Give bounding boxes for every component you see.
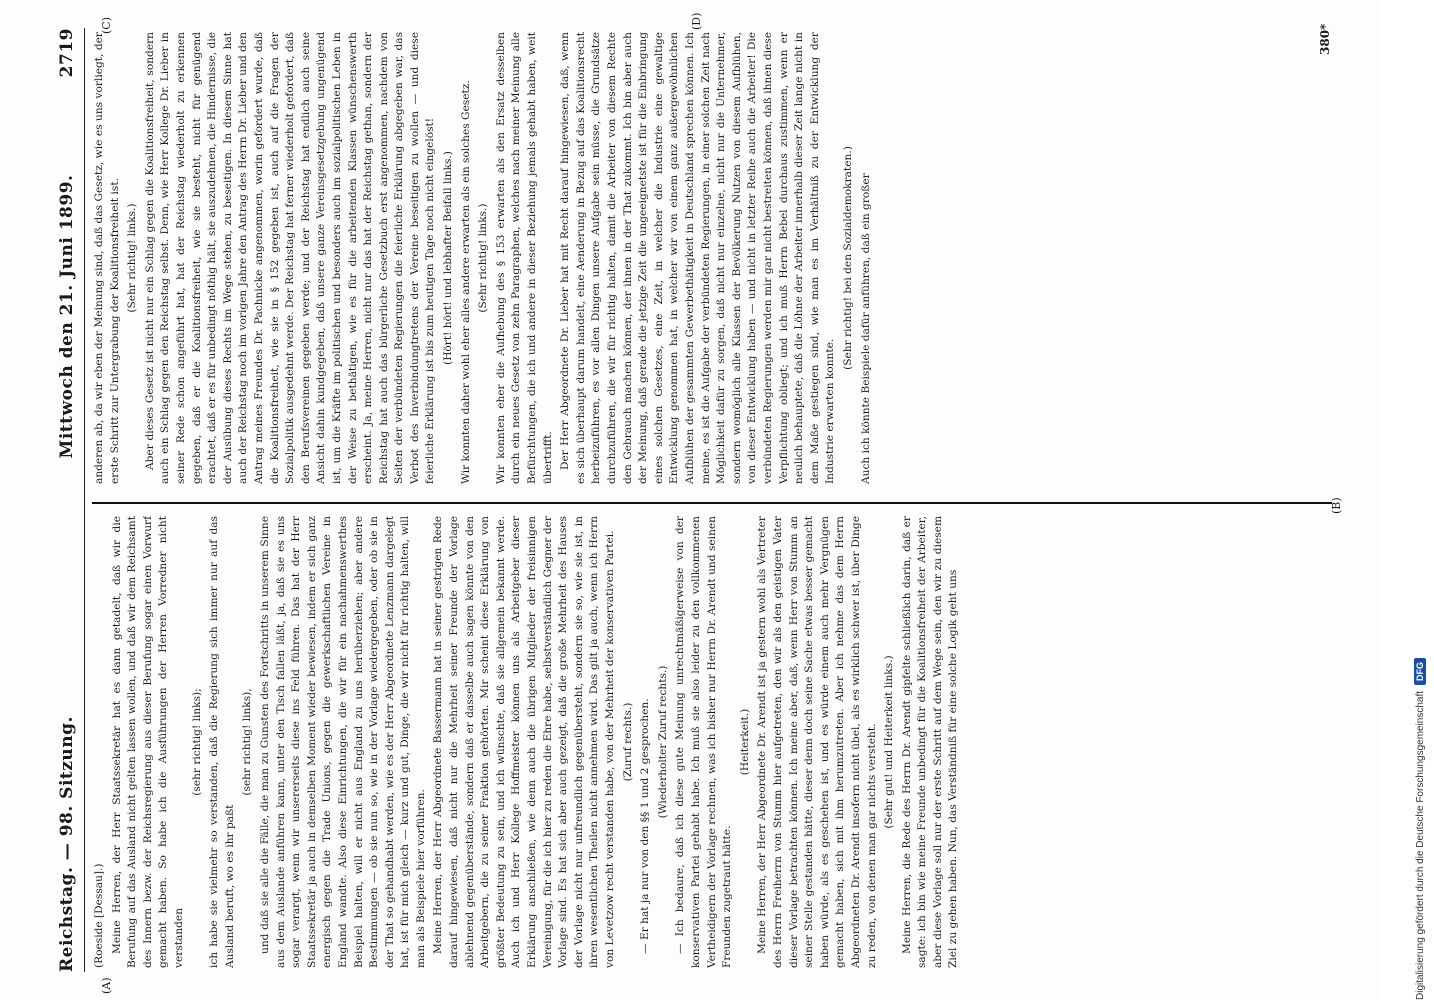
digitization-note: Digitalisierung gefördert durch die Deutsche Forschungsgemeinschaft: [1414, 690, 1426, 1000]
header-date: Mittwoch den 21. Juni 1899.: [57, 174, 77, 459]
paragraph: (Sehr richtig! bei den Sozialdemokraten.): [841, 146, 854, 370]
paragraph: (Heiterkeit.): [738, 708, 751, 776]
page-header: [50, 28, 85, 972]
paragraph: Meine Herren, die Rede des Herrn Dr. Arendt gipfelte schließlich darin, daß er sagte: ich bin wie meine Freunde unbedingt für die Koalitionsfreiheit der Arbeiter, aber diese Vorlage soll nur der erste Schritt auf dem Wege sein, den wir zu diesem Ziel zu gehen haben. Nun, das Verständniß für eine solche Logik geht uns: [900, 516, 960, 968]
margin-letter-c: (C): [100, 17, 113, 34]
paragraph: ich habe sie vielmehr so verstanden, daß die Regierung sich immer nur auf das Ausland beruft, wo es ihr paßt: [208, 516, 236, 968]
left-column: [92, 516, 1322, 968]
paragraph: (Zuruf rechts.): [621, 702, 634, 782]
paragraph: Wir konnten eher die Aufhebung des § 153 erwarten als den Ersatz desselben durch ein neues Gesetz von zehn Paragraphen, welches nach meiner Meinung alle Befürchtungen, die ich und andere in dieser Beziehung jemals gehabt haben, weit übertrifft.: [494, 32, 554, 484]
paragraph: (sehr richtig! links);: [190, 688, 203, 796]
right-column: [92, 32, 1322, 484]
paragraph: Wir konnten daher wohl eher alles andere erwarten als ein solches Gesetz.: [459, 80, 472, 484]
margin-letter-d: (D): [690, 12, 703, 30]
page-number: 2719: [57, 28, 77, 78]
digitization-strip: [1406, 0, 1434, 1000]
paragraph: Meine Herren, der Herr Staatssekretär hat es dann getadelt, daß wir die Berufung auf das Ausland nicht gelten lassen wollen, und daß wir dem Reichsamt des Innern bezw. der Reichsregierung aus dieser Berufung sogar einen Vorwurf gemacht haben. So habe ich die Ausführungen der Herren Vorredner nicht verstanden: [110, 516, 185, 968]
column-divider: [92, 502, 1332, 504]
paragraph: (Wiederholter Zuruf rechts.): [656, 665, 669, 819]
paragraph: (Sehr gut! und Heiterkeit links.): [883, 655, 896, 829]
paragraph: Meine Herren, der Herr Abgeordnete Bassermann hat in seiner gestrigen Rede darauf hingewiesen, daß nicht nur die Mehrheit seiner Freunde der Vorlage ablehnend gegenüberstände, sondern daß er dasselbe auch sagen könnte von den Arbeitgebern, die zu seiner Fraktion gehörten. Mir scheint diese Erklärung von größter Bedeutung zu sein, und ich wünschte, daß sie allgemein bekannt werde. Auch ich und Herr Kollege Hoffmeister können uns als Arbeitgeber dieser Erklärung anschließen, wie denn auch die übrigen Mitglieder der freisinnigen Vereinigung, für die ich hier zu reden die Ehre habe, selbstverständlich Gegner der Vorlage sind. Es hat sich aber auch gezeigt, daß die große Mehrheit des Hauses der Vorlage nicht nur unfreundlich gegenübersteht, sondern sie so, wie sie ist, in ihren wesentlichen Theilen nicht annehmen wird. Das gilt ja auch, wenn ich Herrn von Levetzow recht verstanden habe, von der Mehrheit der konservativen Partei.: [432, 516, 616, 968]
paragraph: Auch ich könnte Beispiele dafür anführen, daß ein großer: [859, 173, 872, 484]
paragraph: Der Herr Abgeordnete Dr. Lieber hat mit Recht darauf hingewiesen, daß, wenn es sich überhaupt darum handelt, eine Aenderung in Bezug auf das Koalitionsrecht herbeizuführen, es vor allen Dingen unsere Aufgabe sein müsse, die Grundsätze durchzuführen, die wir für richtig halten, damit die Arbeiter von diesem Rechte den Gebrauch machen können, der ihnen in der That zukommt. Ich bin aber auch der Meinung, daß gerade die jetzige Zeit die ungeeignetste ist für die Einbringung eines solchen Gesetzes, eine Zeit, in welcher die Industrie eine gewaltige Entwicklung genommen hat, in welcher wir von einem ganz außergewöhnlichen Aufblühen der gesammten Gewerbethätigkeit in Deutschland sprechen können. Ich meine, es ist die Aufgabe der verbündeten Regierungen, in einer solchen Zeit nach Möglichkeit dafür zu sorgen, daß nicht nur einzelne, nicht nur die Unternehmer, sondern womöglich alle Klassen der Bevölkerung Nutzen von diesem Aufblühen, von dieser Entwicklung haben — und nicht in letzter Reihe auch die Arbeiter! Die verbündeten Regierungen werden mir gar nicht bestreiten können, daß ihnen diese Verpflichtung obliegt; und ich muß Herrn Bebel durchaus zustimmen, wenn er neulich behauptete, daß die Löhne der Arbeiter innerhalb dieser Zeit lange nicht in dem Maße gestiegen sind, wie man es im Verhältniß zu der Entwicklung der Industrie erwarten konnte.: [559, 32, 837, 484]
signature-number: 380*: [1318, 23, 1332, 55]
margin-letter-b: (B): [1330, 497, 1343, 514]
paragraph: (Roeside [Dessau].): [93, 863, 105, 968]
paragraph: (Sehr richtig! links.): [126, 203, 139, 313]
header-left: Reichstag. — 98. Sitzung.: [57, 716, 77, 972]
paragraph: (Hört! hört! und lebhafter Beifall links.): [442, 151, 455, 365]
margin-letter-a: (A): [100, 977, 113, 994]
dfg-logo: DFG: [1414, 658, 1426, 685]
paragraph: — Ich bedaure, daß ich diese gute Meinung unrechtmäßigerweise von der konservativen Partei gehabt habe. Ich muß sie also leider zu den vollkommenen Vertheidigern der Vorlage rechnen, was ich bisher nur Herrn Dr. Arendt und seinen Freunden zugetraut hätte.: [674, 516, 734, 968]
paragraph: (sehr richtig! links),: [241, 688, 254, 796]
paragraph: — Er hat ja nur von den §§ 1 und 2 gesprochen.: [639, 698, 652, 954]
paragraph: und daß sie alle die Fälle, die man zu Gunsten des Fortschritts in unserem Sinne aus dem Auslande anführen kann, unter den Tisch fallen läßt, ja, daß sie es uns sogar verargt, wenn wir unsererseits diese ins Feld führen. Das hat der Herr Staatssekretär ja auch in demselben Moment wieder bewiesen, indem er sich ganz energisch gegen die Trade Unions, gegen die gewerkschaftlichen Vereine in England wandte. Also diese Einrichtungen, die wir für ein nachahmenswerthes Beispiel halten, will er nicht aus England zu uns herüberziehen; aber andere Bestimmungen — ob sie nun so, wie in der Vorlage wiedergegeben, oder ob sie in der That so gehandhabt werden, wie es der Herr Abgeordnete Lenzmann dargelegt hat, ist für mich gleich — kurz und gut, Dinge, die wir nicht für richtig halten, will man als Beispiele hier vorführen.: [258, 516, 427, 968]
paragraph: anderen ab, da wir eben der Meinung sind, daß das Gesetz, wie es uns vorliegt, der erste Schritt zur Untergrabung der Koalitionsfreiheit ist.: [93, 32, 121, 484]
paragraph: Aber dieses Gesetz ist nicht nur ein Schlag gegen die Koalitionsfreiheit, sondern auch ein Schlag gegen den Reichstag selbst. Denn, wie Herr Kollege Dr. Lieber in seiner Rede schon angeführt hat, hat der Reichstag wiederholt zu erkennen gegeben, daß er die Koalitionsfreiheit, wie sie besteht, nicht für genügend erachtet, daß er es für unbedingt nöthig hält, sie auszudehnen, die Hindernisse, die der Ausübung dieses Rechts im Wege stehen, zu beseitigen. In diesem Sinne hat auch der Reichstag noch im vorigen Jahre den Antrag des Herrn Dr. Lieber und den Antrag meines Freundes Dr. Pachnicke angenommen, worin gefordert wurde, daß die Koalitionsfreiheit, wie sie in § 152 gegeben ist, auch auf die Fragen der Sozialpolitik ausgedehnt werde. Der Reichstag hat ferner wiederholt gefordert, daß den Berufsvereinen gegeben werde; und der Reichstag hat endlich auch seine Ansicht dahin kundgegeben, daß unsere ganze Vereinsgesetzgebung ungenügend ist, um die Kräfte im politischen und besonders auch im sozialpolitischen Leben in der Weise zu bethätigen, wie es für die arbeitenden Klassen wünschenswerth erscheint. Ja, meine Herren, nicht nur das hat der Reichstag gethan, sondern der Reichstag hat auch das bürgerliche Gesetzbuch erst angenommen, nachdem von Seiten der verbündeten Regierungen die feierliche Erklärung abgegeben war, das Verbot des Inverbindungtretens der Vereine beseitigen zu wollen — und diese feierliche Erklärung ist bis zum heutigen Tage noch nicht eingelöst!: [143, 32, 437, 484]
paragraph: (Sehr richtig! links.): [477, 203, 490, 313]
paragraph: Meine Herren, der Herr Abgeordnete Dr. Arendt ist ja gestern wohl als Vertreter des Herrn Freiherrn von Stumm hier aufgetreten, den wir als den geistigen Vater dieser Vorlage betrachten können. Ich meine aber, daß, wenn Herr von Stumm an seiner Stelle gestanden hätte, dieser denn doch seine Sache etwas besser gemacht haben würde, als es geschehen ist, und es würde einem auch mehr Vergnügen gemacht haben, sich mit ihm herumzutreten. Aber ich nehme das dem Herrn Abgeordneten Dr. Arendt insofern nicht übel, als es wirklich schwer ist, über Dinge zu reden, von denen man gar nichts versteht.: [756, 516, 878, 968]
